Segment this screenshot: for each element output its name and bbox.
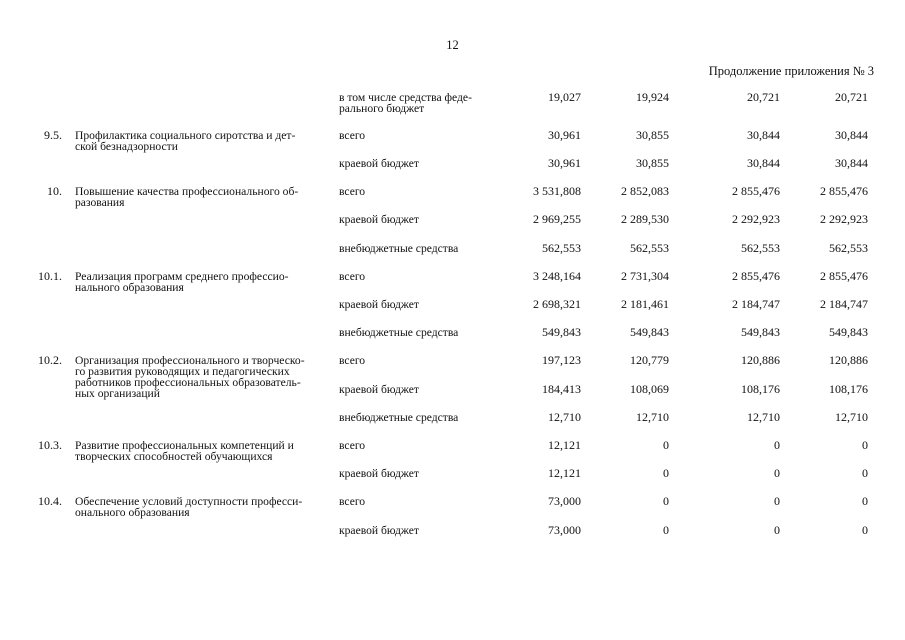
table-row	[0, 494, 905, 519]
value-cell: 2 855,476	[820, 184, 868, 198]
funding-source: краевой бюджет	[339, 298, 419, 311]
table-row	[0, 299, 905, 315]
value-cell: 12,710	[747, 410, 780, 424]
appendix-continuation-note: Продолжение приложения № 3	[708, 64, 874, 78]
value-cell: 2 852,083	[621, 184, 669, 198]
value-cell: 2 181,461	[621, 297, 669, 311]
value-cell: 549,843	[829, 325, 868, 339]
value-cell: 2 184,747	[732, 297, 780, 311]
value-cell: 12,121	[548, 466, 581, 480]
value-cell: 0	[862, 466, 868, 480]
value-cell: 20,721	[747, 90, 780, 104]
value-cell: 73,000	[548, 494, 581, 508]
value-cell: 108,176	[741, 382, 780, 396]
value-cell: 3 248,164	[533, 269, 581, 283]
value-cell: 0	[663, 466, 669, 480]
table-row	[0, 384, 905, 400]
value-cell: 0	[663, 523, 669, 537]
value-cell: 20,721	[835, 90, 868, 104]
funding-source: внебюджетные средства	[339, 242, 459, 255]
value-cell: 108,069	[630, 382, 669, 396]
row-number: 10.1.	[38, 269, 62, 283]
value-cell: 549,843	[542, 325, 581, 339]
value-cell: 184,413	[542, 382, 581, 396]
value-cell: 2 289,530	[621, 212, 669, 226]
value-cell: 2 292,923	[732, 212, 780, 226]
row-number: 10.4.	[38, 494, 62, 508]
value-cell: 562,553	[829, 241, 868, 255]
table-row	[0, 184, 905, 209]
funding-source: всего	[339, 129, 366, 142]
table-row	[0, 158, 905, 174]
funding-source: всего	[339, 495, 366, 508]
value-cell: 0	[774, 466, 780, 480]
value-cell: 562,553	[542, 241, 581, 255]
value-cell: 0	[663, 438, 669, 452]
funding-source: всего	[339, 185, 366, 198]
value-cell: 120,779	[630, 353, 669, 367]
value-cell: 2 698,321	[533, 297, 581, 311]
value-cell: 120,886	[741, 353, 780, 367]
value-cell: 3 531,808	[533, 184, 581, 198]
value-cell: 2 855,476	[732, 184, 780, 198]
funding-source: всего	[339, 354, 366, 367]
table-row	[0, 438, 905, 463]
table-row	[0, 468, 905, 484]
row-name: Организация профессионального и творческо- го развития руководящих и педагогических работников профессиональных образователь- ных организаций	[75, 354, 305, 400]
funding-source: краевой бюджет	[339, 383, 419, 396]
row-number: 10.3.	[38, 438, 62, 452]
table-row	[0, 327, 905, 343]
value-cell: 2 855,476	[732, 269, 780, 283]
value-cell: 30,844	[747, 128, 780, 142]
funding-source: краевой бюджет	[339, 524, 419, 537]
funding-source: внебюджетные средства	[339, 411, 459, 424]
row-name: Повышение качества профессионального об- разования	[75, 185, 299, 209]
value-cell: 30,855	[636, 156, 669, 170]
value-cell: 0	[862, 494, 868, 508]
value-cell: 19,027	[548, 90, 581, 104]
value-cell: 549,843	[741, 325, 780, 339]
value-cell: 108,176	[829, 382, 868, 396]
value-cell: 2 969,255	[533, 212, 581, 226]
table-row	[0, 90, 905, 115]
value-cell: 2 731,304	[621, 269, 669, 283]
funding-source: краевой бюджет	[339, 467, 419, 480]
funding-source: в том числе средства феде- рального бюджет	[339, 91, 472, 115]
value-cell: 12,710	[636, 410, 669, 424]
value-cell: 30,855	[636, 128, 669, 142]
value-cell: 197,123	[542, 353, 581, 367]
row-name: Профилактика социального сиротства и дет- ской безнадзорности	[75, 129, 296, 153]
funding-source: всего	[339, 270, 366, 283]
table-row	[0, 269, 905, 294]
funding-source: краевой бюджет	[339, 157, 419, 170]
value-cell: 549,843	[630, 325, 669, 339]
value-cell: 30,961	[548, 128, 581, 142]
value-cell: 0	[862, 438, 868, 452]
row-number: 10.	[47, 184, 62, 198]
value-cell: 0	[774, 494, 780, 508]
value-cell: 30,844	[835, 156, 868, 170]
row-number: 9.5.	[44, 128, 62, 142]
funding-source: всего	[339, 439, 366, 452]
table-row	[0, 525, 905, 541]
table-row	[0, 243, 905, 259]
table-row	[0, 412, 905, 428]
table-row	[0, 128, 905, 153]
value-cell: 2 855,476	[820, 269, 868, 283]
value-cell: 0	[774, 438, 780, 452]
row-number: 10.2.	[38, 353, 62, 367]
funding-source: краевой бюджет	[339, 213, 419, 226]
row-name: Реализация программ среднего профессио- нального образования	[75, 270, 289, 294]
page-number: 12	[446, 38, 459, 52]
value-cell: 30,961	[548, 156, 581, 170]
funding-source: внебюджетные средства	[339, 326, 459, 339]
value-cell: 73,000	[548, 523, 581, 537]
value-cell: 12,710	[835, 410, 868, 424]
value-cell: 0	[663, 494, 669, 508]
value-cell: 2 292,923	[820, 212, 868, 226]
value-cell: 562,553	[630, 241, 669, 255]
table-row	[0, 214, 905, 230]
value-cell: 12,710	[548, 410, 581, 424]
value-cell: 19,924	[636, 90, 669, 104]
row-name: Развитие профессиональных компетенций и творческих способностей обучающихся	[75, 439, 294, 463]
value-cell: 562,553	[741, 241, 780, 255]
value-cell: 0	[862, 523, 868, 537]
value-cell: 0	[774, 523, 780, 537]
value-cell: 30,844	[835, 128, 868, 142]
value-cell: 120,886	[829, 353, 868, 367]
value-cell: 30,844	[747, 156, 780, 170]
value-cell: 12,121	[548, 438, 581, 452]
value-cell: 2 184,747	[820, 297, 868, 311]
row-name: Обеспечение условий доступности професси- онального образования	[75, 495, 303, 519]
